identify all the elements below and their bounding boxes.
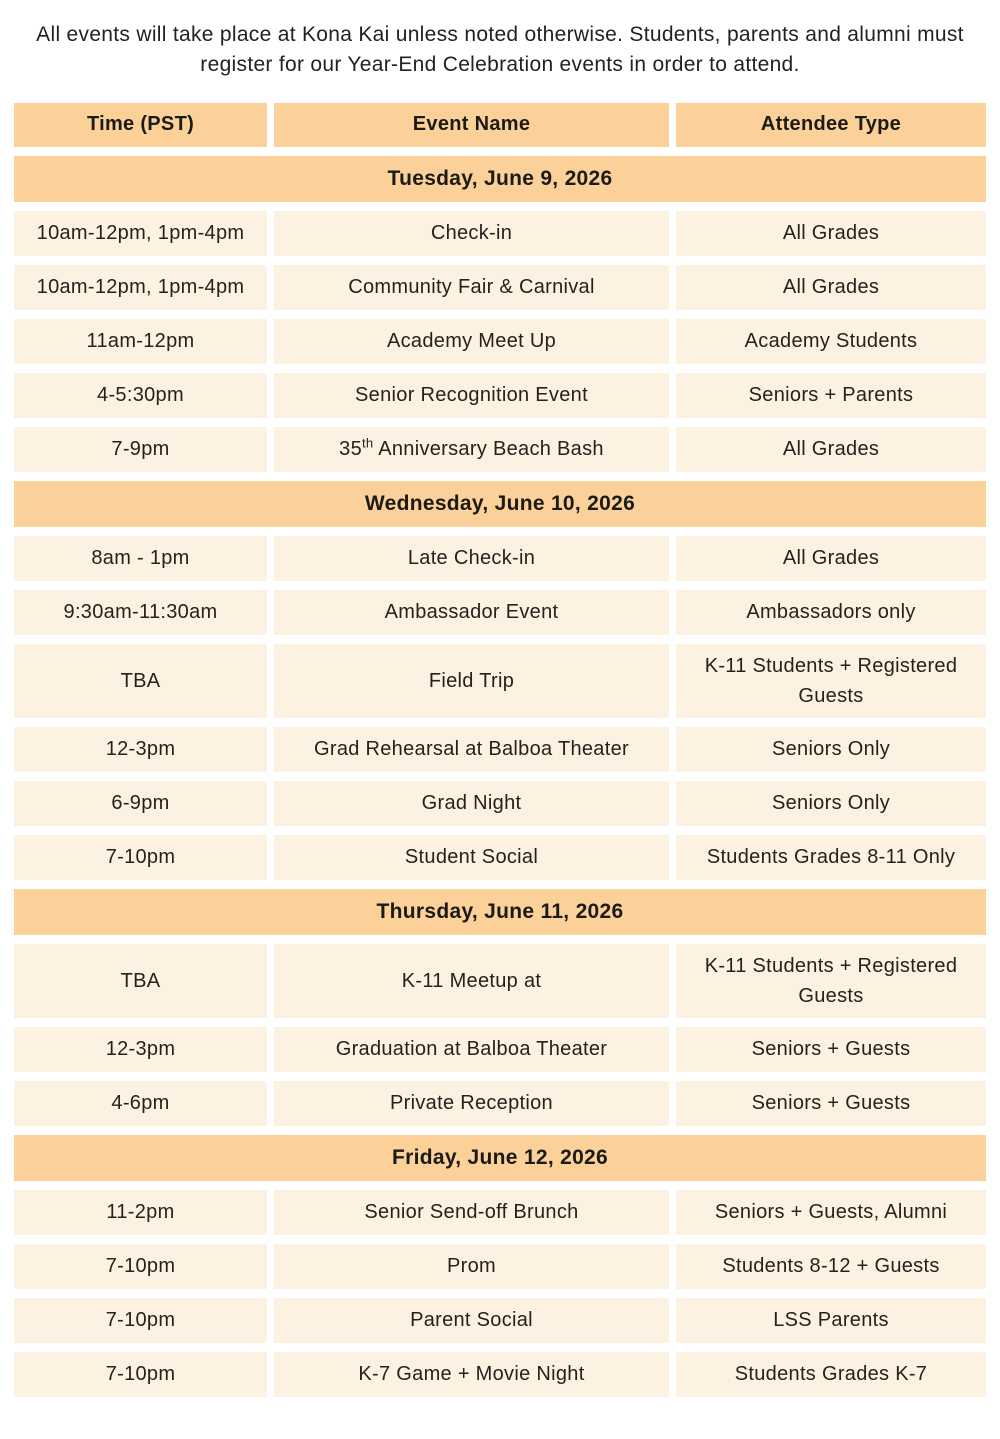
day-header: Tuesday, June 9, 2026 xyxy=(14,156,986,202)
time-cell: 4-6pm xyxy=(14,1081,267,1126)
event-cell: Student Social xyxy=(274,835,669,880)
event-cell: Graduation at Balboa Theater xyxy=(274,1027,669,1072)
event-cell: Senior Recognition Event xyxy=(274,373,669,418)
event-cell: Check-in xyxy=(274,211,669,256)
event-cell: Late Check-in xyxy=(274,536,669,581)
time-cell: 11am-12pm xyxy=(14,319,267,364)
time-cell: 11-2pm xyxy=(14,1190,267,1235)
schedule-table xyxy=(14,103,986,1397)
day-header: Friday, June 12, 2026 xyxy=(14,1135,986,1181)
day-header: Thursday, June 11, 2026 xyxy=(14,889,986,935)
event-cell: Private Reception xyxy=(274,1081,669,1126)
time-cell: 4-5:30pm xyxy=(14,373,267,418)
event-cell: Parent Social xyxy=(274,1298,669,1343)
attendee-cell: Seniors Only xyxy=(676,781,986,826)
attendee-cell: Seniors + Guests, Alumni xyxy=(676,1190,986,1235)
attendee-cell: Seniors + Parents xyxy=(676,373,986,418)
column-header-time: Time (PST) xyxy=(14,103,267,147)
attendee-cell: Academy Students xyxy=(676,319,986,364)
ordinal-superscript: th xyxy=(362,435,374,451)
event-cell: Prom xyxy=(274,1244,669,1289)
attendee-cell: LSS Parents xyxy=(676,1298,986,1343)
event-cell: Senior Send-off Brunch xyxy=(274,1190,669,1235)
time-cell: 7-10pm xyxy=(14,1298,267,1343)
event-cell: Grad Night xyxy=(274,781,669,826)
attendee-cell: All Grades xyxy=(676,536,986,581)
attendee-cell: Students Grades K-7 xyxy=(676,1352,986,1397)
time-cell: 10am-12pm, 1pm-4pm xyxy=(14,265,267,310)
attendee-cell: Ambassadors only xyxy=(676,590,986,635)
attendee-cell: Seniors Only xyxy=(676,727,986,772)
time-cell: 9:30am-11:30am xyxy=(14,590,267,635)
attendee-cell: All Grades xyxy=(676,427,986,472)
attendee-cell: K-11 Students + Registered Guests xyxy=(676,944,986,1018)
event-cell: Grad Rehearsal at Balboa Theater xyxy=(274,727,669,772)
time-cell: 7-9pm xyxy=(14,427,267,472)
event-cell: Ambassador Event xyxy=(274,590,669,635)
attendee-cell: Students Grades 8-11 Only xyxy=(676,835,986,880)
event-cell: Community Fair & Carnival xyxy=(274,265,669,310)
column-header-attendee-type: Attendee Type xyxy=(676,103,986,147)
event-cell: Academy Meet Up xyxy=(274,319,669,364)
event-cell: K-11 Meetup at xyxy=(274,944,669,1018)
attendee-cell: Students 8-12 + Guests xyxy=(676,1244,986,1289)
time-cell: TBA xyxy=(14,944,267,1018)
event-cell: K-7 Game + Movie Night xyxy=(274,1352,669,1397)
attendee-cell: All Grades xyxy=(676,265,986,310)
time-cell: 7-10pm xyxy=(14,1352,267,1397)
time-cell: 10am-12pm, 1pm-4pm xyxy=(14,211,267,256)
time-cell: 8am - 1pm xyxy=(14,536,267,581)
event-cell: Field Trip xyxy=(274,644,669,718)
time-cell: 7-10pm xyxy=(14,1244,267,1289)
time-cell: 6-9pm xyxy=(14,781,267,826)
event-cell: 35th Anniversary Beach Bash xyxy=(274,427,669,472)
column-header-event-name: Event Name xyxy=(274,103,669,147)
attendee-cell: K-11 Students + Registered Guests xyxy=(676,644,986,718)
attendee-cell: Seniors + Guests xyxy=(676,1081,986,1126)
time-cell: 12-3pm xyxy=(14,727,267,772)
time-cell: TBA xyxy=(14,644,267,718)
attendee-cell: All Grades xyxy=(676,211,986,256)
intro-text: All events will take place at Kona Kai unless noted otherwise. Students, parents and alumni must register for our Year-End Celebration events in order to attend. xyxy=(36,23,964,77)
day-header: Wednesday, June 10, 2026 xyxy=(14,481,986,527)
attendee-cell: Seniors + Guests xyxy=(676,1027,986,1072)
time-cell: 7-10pm xyxy=(14,835,267,880)
time-cell: 12-3pm xyxy=(14,1027,267,1072)
